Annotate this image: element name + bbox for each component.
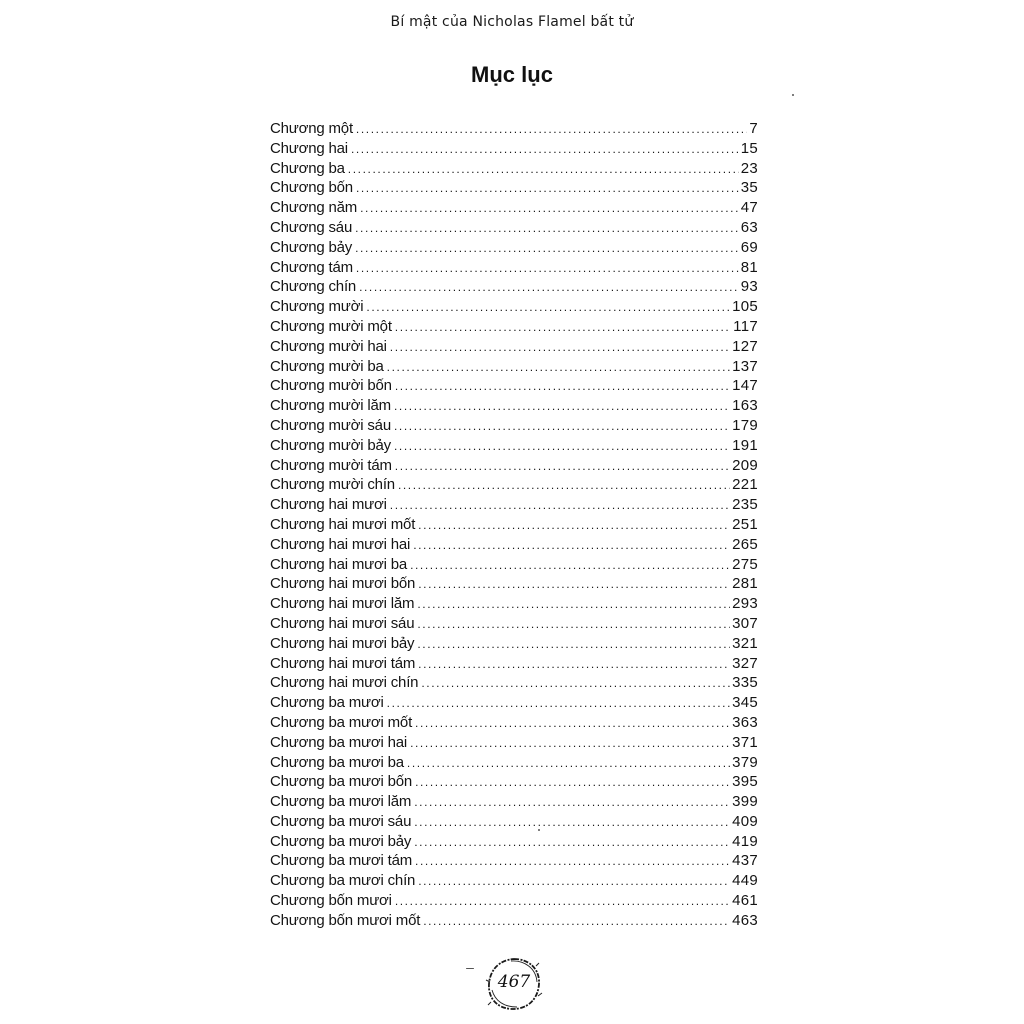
toc-entry [270,911,758,931]
toc-entry-page: 345 [732,694,758,712]
toc-entry-label: Chương bảy [270,238,353,256]
toc-dot-leader [348,160,739,180]
toc-entry-page: 7 [749,120,758,137]
toc-entry-label: Chương ba mươi tám [270,852,413,870]
toc-entry-page: 437 [732,852,758,870]
toc-entry-page: 93 [740,278,758,296]
toc-dot-leader [414,833,730,853]
toc-entry [270,159,758,179]
page-number: 467 [497,972,531,992]
toc-entry-page: 371 [732,733,758,751]
toc-dot-leader [395,457,730,477]
toc-entry [270,376,758,396]
toc-dot-leader [415,852,730,872]
toc-dot-leader [359,278,739,298]
toc-entry-label: Chương ba mươi bốn [270,773,413,791]
toc-dot-leader [418,516,730,536]
toc-entry-page: 47 [740,199,758,217]
toc-dot-leader [355,219,739,239]
toc-entry [270,436,758,456]
toc-entry [270,634,758,654]
toc-entry-label: Chương ba mươi bảy [270,832,412,850]
toc-dot-leader [395,892,730,912]
toc-entry-label: Chương mười một [270,317,392,335]
toc-dot-leader [418,655,730,675]
toc-entry-label: Chương mười bốn [270,377,392,395]
toc-entry [270,792,758,812]
toc-entry-label: Chương một [270,120,353,137]
toc-entry-page: 63 [740,218,758,236]
toc-entry-page: 105 [732,298,758,316]
toc-entry-label: Chương hai mươi tám [270,654,416,672]
toc-entry-label: Chương hai mươi bốn [270,575,416,593]
toc-entry-label: Chương mười [270,298,364,316]
toc-entry [270,733,758,753]
toc-entry [270,753,758,773]
toc-entry [270,891,758,911]
toc-entry-label: Chương mười lăm [270,397,391,415]
toc-dot-leader [394,437,730,457]
toc-entry-label: Chương hai mươi hai [270,535,411,553]
toc-entry-label: Chương hai mươi chín [270,674,419,692]
toc-entry [270,277,758,297]
toc-dot-leader [423,912,730,932]
toc-entry-label: Chương ba mươi mốt [270,713,413,731]
toc-entry [270,693,758,713]
toc-dot-leader [394,397,730,417]
toc-entry-page: 221 [732,476,758,494]
toc-entry-page: 81 [740,258,758,276]
toc-dot-leader [414,793,730,813]
toc-entry [270,396,758,416]
toc-entry [270,851,758,871]
toc-entry-page: 15 [740,139,758,157]
toc-entry-page: 235 [732,496,758,514]
toc-dot-leader [356,179,739,199]
toc-entry-label: Chương bốn mươi mốt [270,911,421,929]
toc-dot-leader [390,338,730,358]
table-of-contents [270,119,758,931]
toc-dot-leader [414,813,730,833]
toc-entry-label: Chương ba mươi sáu [270,812,412,830]
toc-entry-page: 275 [732,555,758,573]
toc-entry-page: 409 [732,812,758,830]
toc-entry-label: Chương ba mươi [270,694,384,712]
toc-entry-label: Chương hai mươi sáu [270,614,415,632]
toc-dot-leader [413,536,730,556]
toc-entry-page: 163 [732,397,758,415]
toc-entry [270,535,758,555]
toc-entry-page: 335 [732,674,758,692]
toc-entry-page: 137 [732,357,758,375]
toc-entry [270,713,758,733]
toc-entry-page: 307 [732,614,758,632]
toc-entry-label: Chương tám [270,258,353,276]
toc-entry-page: 399 [732,793,758,811]
toc-dot-leader [417,635,730,655]
toc-entry [270,317,758,337]
toc-dot-leader [390,496,730,516]
toc-entry-page: 265 [732,535,758,553]
toc-dot-leader [421,674,730,694]
toc-entry [270,812,758,832]
paper-speck [466,968,474,969]
toc-dot-leader [417,595,730,615]
toc-entry-label: Chương hai mươi [270,496,387,514]
toc-entry-label: Chương ba mươi hai [270,733,408,751]
toc-entry [270,654,758,674]
toc-entry-page: 251 [732,515,758,533]
toc-entry [270,832,758,852]
toc-entry [270,258,758,278]
toc-entry-label: Chương mười bảy [270,436,391,454]
toc-dot-leader [410,556,730,576]
toc-entry-label: Chương ba mươi lăm [270,793,412,811]
toc-dot-leader [398,476,730,496]
toc-entry [270,673,758,693]
toc-dot-leader [407,754,730,774]
toc-entry [270,614,758,634]
toc-entry-page: 379 [732,753,758,771]
toc-dot-leader [387,358,730,378]
toc-entry [270,515,758,535]
toc-entry-label: Chương sáu [270,218,353,236]
toc-entry [270,871,758,891]
toc-entry [270,218,758,238]
toc-entry-label: Chương bốn [270,179,353,197]
toc-entry [270,139,758,159]
toc-entry [270,555,758,575]
toc-entry-label: Chương ba [270,159,345,177]
toc-entry-page: 293 [732,595,758,613]
toc-entry [270,574,758,594]
page-title: Mục lục [471,62,553,87]
toc-dot-leader [415,773,730,793]
toc-entry-page: 209 [732,456,758,474]
toc-entry-label: Chương hai [270,139,348,157]
toc-dot-leader [410,734,730,754]
toc-entry-page: 461 [732,892,758,910]
toc-dot-leader [415,714,730,734]
paper-speck [792,94,794,96]
toc-entry-label: Chương mười sáu [270,416,391,434]
toc-dot-leader [417,615,730,635]
toc-entry-label: Chương ba mươi chín [270,872,416,890]
toc-entry-page: 363 [732,713,758,731]
toc-entry-label: Chương mười chín [270,476,395,494]
toc-entry-page: 281 [732,575,758,593]
page-number-badge [484,956,544,1012]
toc-entry-label: Chương mười tám [270,456,392,474]
toc-dot-leader [395,318,731,338]
toc-entry-label: Chương chín [270,278,357,296]
toc-entry-page: 147 [732,377,758,395]
toc-entry-page: 127 [732,337,758,355]
toc-entry-page: 35 [740,179,758,197]
toc-entry [270,357,758,377]
toc-entry-page: 321 [732,634,758,652]
toc-dot-leader [356,120,747,140]
toc-entry-page: 23 [740,159,758,177]
toc-dot-leader [360,199,739,219]
toc-entry-page: 179 [732,416,758,434]
toc-dot-leader [356,259,739,279]
toc-entry-page: 463 [732,911,758,929]
toc-entry-page: 327 [732,654,758,672]
toc-entry [270,119,758,139]
toc-dot-leader [351,140,739,160]
toc-entry [270,456,758,476]
toc-entry [270,198,758,218]
toc-dot-leader [366,298,730,318]
toc-entry-label: Chương mười ba [270,357,384,375]
toc-dot-leader [394,417,730,437]
toc-entry [270,416,758,436]
toc-entry-label: Chương hai mươi bảy [270,634,415,652]
paper-speck [538,829,540,831]
toc-entry [270,178,758,198]
toc-entry-page: 191 [732,436,758,454]
toc-entry-label: Chương năm [270,199,358,217]
toc-dot-leader [418,575,730,595]
toc-entry [270,297,758,317]
toc-entry [270,475,758,495]
toc-entry-label: Chương hai mươi ba [270,555,408,573]
toc-dot-leader [395,377,730,397]
toc-dot-leader [355,239,739,259]
toc-entry-page: 449 [732,872,758,890]
toc-entry-page: 117 [733,317,758,335]
toc-entry-label: Chương ba mươi ba [270,753,404,771]
toc-entry-label: Chương hai mươi mốt [270,515,416,533]
toc-entry-page: 69 [740,238,758,256]
running-header: Bí mật của Nicholas Flamel bất tử [390,14,634,30]
toc-entry-page: 419 [732,832,758,850]
toc-entry [270,495,758,515]
toc-entry [270,772,758,792]
toc-entry [270,594,758,614]
toc-entry-label: Chương mười hai [270,337,387,355]
toc-dot-leader [387,694,730,714]
toc-entry-label: Chương hai mươi lăm [270,595,415,613]
toc-entry-page: 395 [732,773,758,791]
toc-entry-label: Chương bốn mươi [270,892,392,910]
toc-entry [270,238,758,258]
toc-dot-leader [418,872,730,892]
toc-entry [270,337,758,357]
